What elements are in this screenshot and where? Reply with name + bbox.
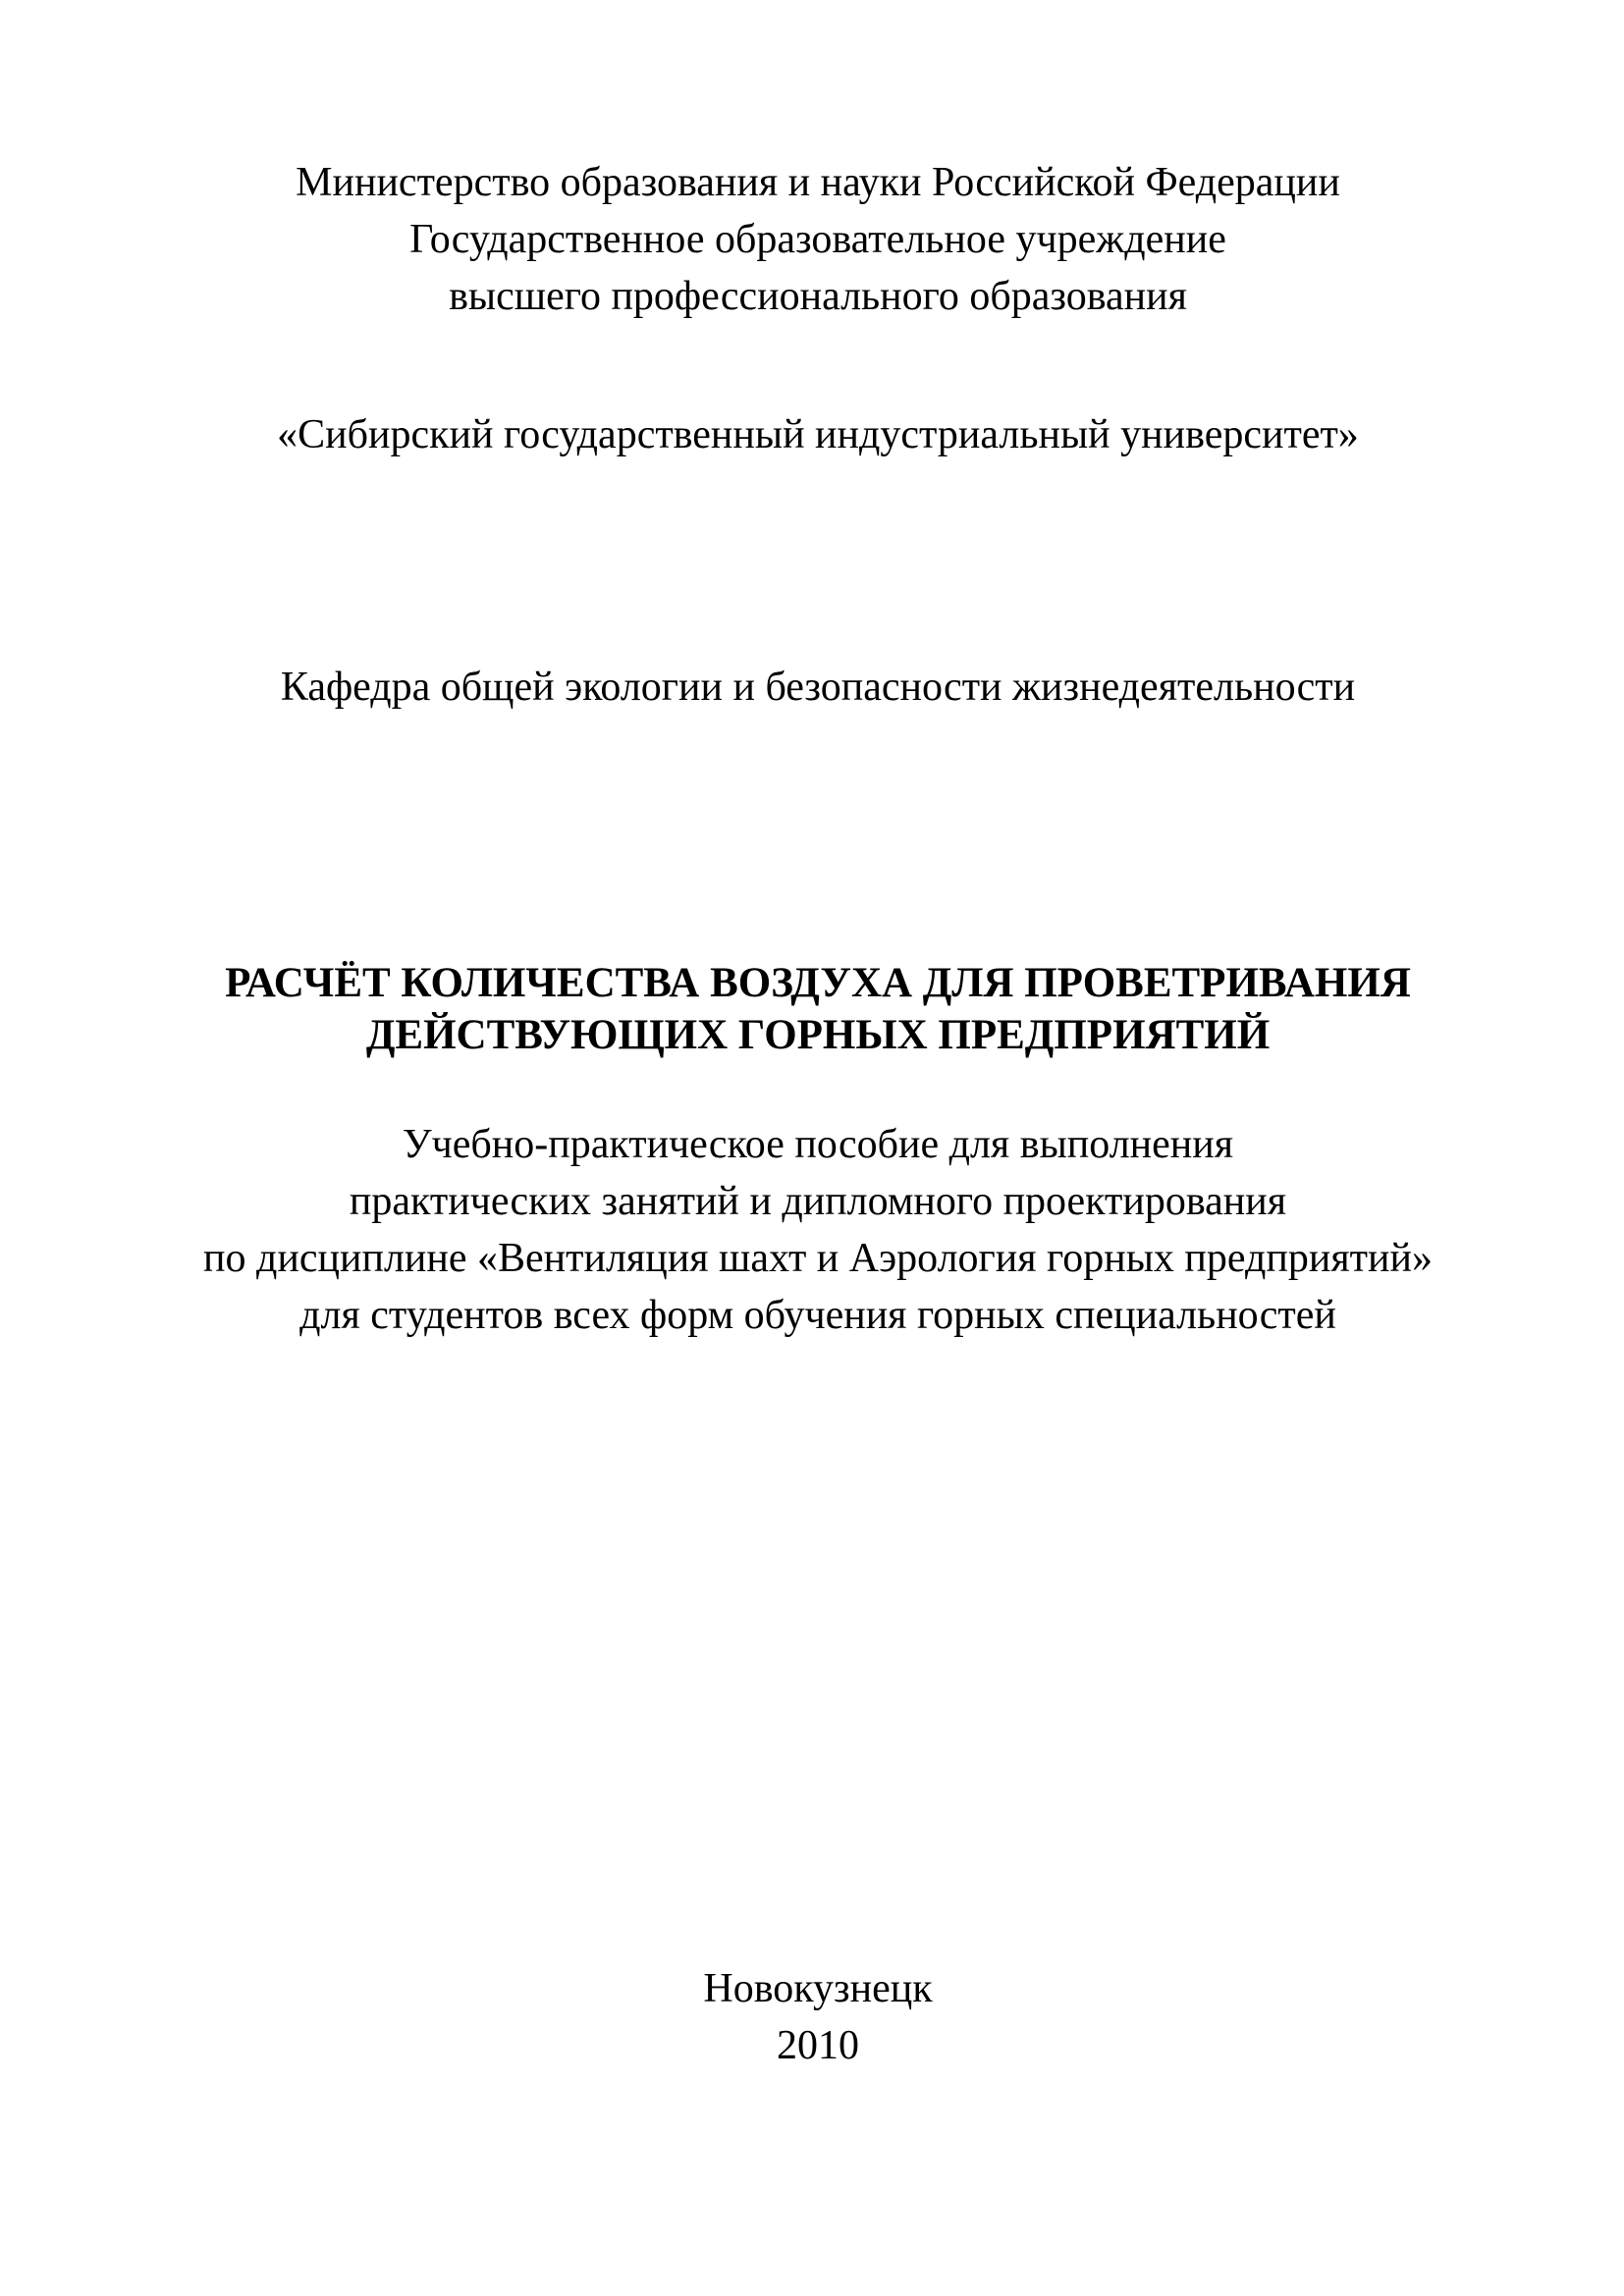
title-line-2: ДЕЙСТВУЮЩИХ ГОРНЫХ ПРЕДПРИЯТИЙ [365,1012,1271,1058]
subtitle-line-1: Учебно-практическое пособие для выполнения [402,1122,1234,1167]
document-title [6,957,1624,1061]
title-line-1: РАСЧЁТ КОЛИЧЕСТВА ВОЗДУХА ДЛЯ ПРОВЕТРИВАНИЯ [225,960,1411,1006]
publication-city: Новокузнецк [703,1966,933,2011]
institution-type-line: Государственное образовательное учреждение [409,217,1226,262]
department-name: Кафедра общей экологии и безопасности жизнедеятельности [280,665,1356,710]
document-subtitle [6,1116,1624,1344]
education-level-line: высшего профессионального образования [449,274,1187,319]
department-block [6,659,1624,716]
ministry-line: Министерство образования и науки Российской Федерации [296,160,1340,205]
university-block [6,406,1624,463]
subtitle-line-2: практических занятий и дипломного проектирования [349,1179,1287,1224]
ministry-header [6,154,1624,325]
university-name: «Сибирский государственный индустриальный университет» [277,412,1359,457]
publication-year: 2010 [777,2023,859,2068]
subtitle-line-3: по дисциплине «Вентиляция шахт и Аэрология горных предприятий» [203,1236,1433,1281]
publication-footer [6,1960,1624,2074]
subtitle-line-4: для студентов всех форм обучения горных специальностей [299,1293,1336,1338]
